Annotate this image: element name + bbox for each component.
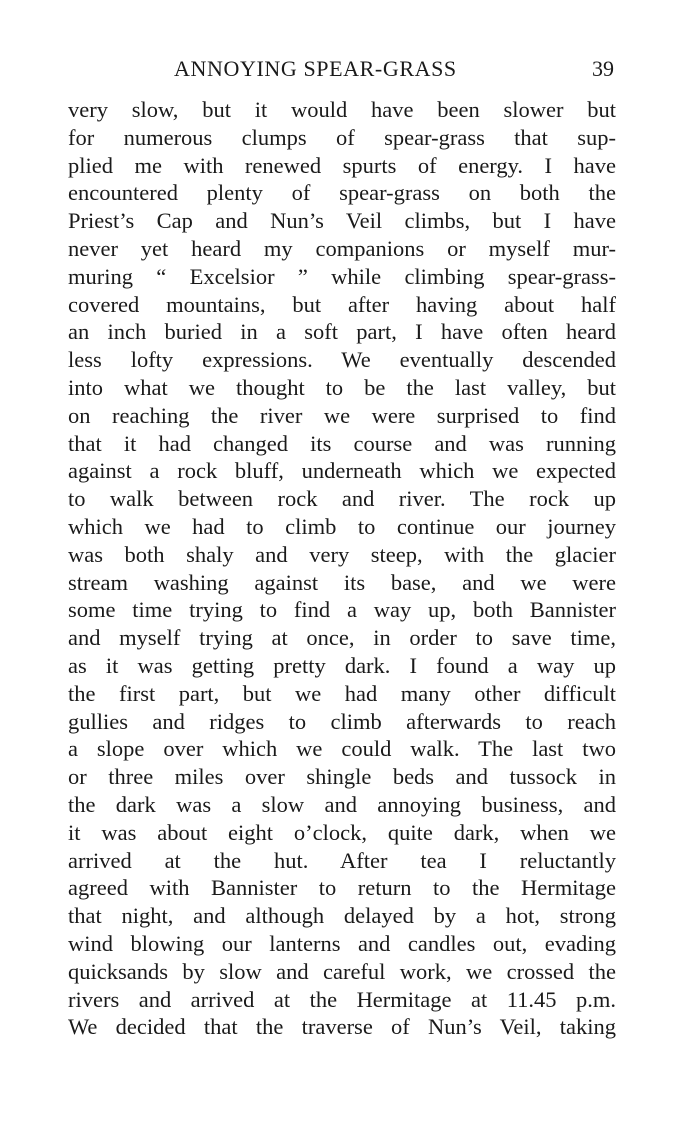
text-line: it was about eight o’clock, quite dark, when we (68, 819, 616, 845)
text-line: encountered plenty of spear-grass on both the (68, 180, 616, 206)
text-line: the first part, but we had many other difficult (68, 680, 616, 706)
text-line: rivers and arrived at the Hermitage at 11.45 p.m. (68, 986, 616, 1012)
text-line: that night, and although delayed by a hot, strong (68, 903, 616, 929)
text-line: stream washing against its base, and we were (68, 569, 616, 595)
text-line: was both shaly and very steep, with the glacier (68, 541, 616, 567)
text-line: agreed with Bannister to return to the Hermitage (68, 875, 616, 901)
text-line: to walk between rock and river. The rock up (68, 486, 616, 512)
text-line: which we had to climb to continue our journey (68, 513, 616, 539)
text-line: against a rock bluff, underneath which we expected (68, 458, 616, 484)
text-line: less lofty expressions. We eventually descended (68, 347, 616, 373)
text-line: on reaching the river we were surprised to find (68, 402, 616, 428)
page-header (68, 56, 614, 86)
text-line: for numerous clumps of spear-grass that sup- (68, 124, 616, 150)
text-line: We decided that the traverse of Nun’s Veil, taking (68, 1014, 616, 1040)
body-text (68, 96, 616, 1041)
text-line: or three miles over shingle beds and tussock in (68, 764, 616, 790)
text-line: plied me with renewed spurts of energy. I have (68, 152, 616, 178)
text-line: muring “ Excelsior ” while climbing spear-grass- (68, 263, 616, 289)
text-line: covered mountains, but after having about half (68, 291, 616, 317)
text-line: never yet heard my companions or myself mur- (68, 235, 616, 261)
text-line: gullies and ridges to climb afterwards to reach (68, 708, 616, 734)
text-line: arrived at the hut. After tea I reluctantly (68, 847, 616, 873)
running-title: ANNOYING SPEAR-GRASS (174, 56, 457, 81)
text-line: as it was getting pretty dark. I found a way up (68, 652, 616, 678)
text-line: that it had changed its course and was running (68, 430, 616, 456)
text-line: quicksands by slow and careful work, we crossed the (68, 958, 616, 984)
text-line: wind blowing our lanterns and candles out, evading (68, 930, 616, 956)
text-line: an inch buried in a soft part, I have often heard (68, 319, 616, 345)
page-number: 39 (592, 56, 614, 81)
text-line: Priest’s Cap and Nun’s Veil climbs, but I have (68, 208, 616, 234)
text-line: very slow, but it would have been slower but (68, 97, 616, 122)
text-line: some time trying to find a way up, both Bannister (68, 597, 616, 623)
text-line: the dark was a slow and annoying business, and (68, 791, 616, 817)
text-line: into what we thought to be the last valley, but (68, 374, 616, 400)
text-line: a slope over which we could walk. The last two (68, 736, 616, 762)
text-line: and myself trying at once, in order to save time, (68, 625, 616, 651)
